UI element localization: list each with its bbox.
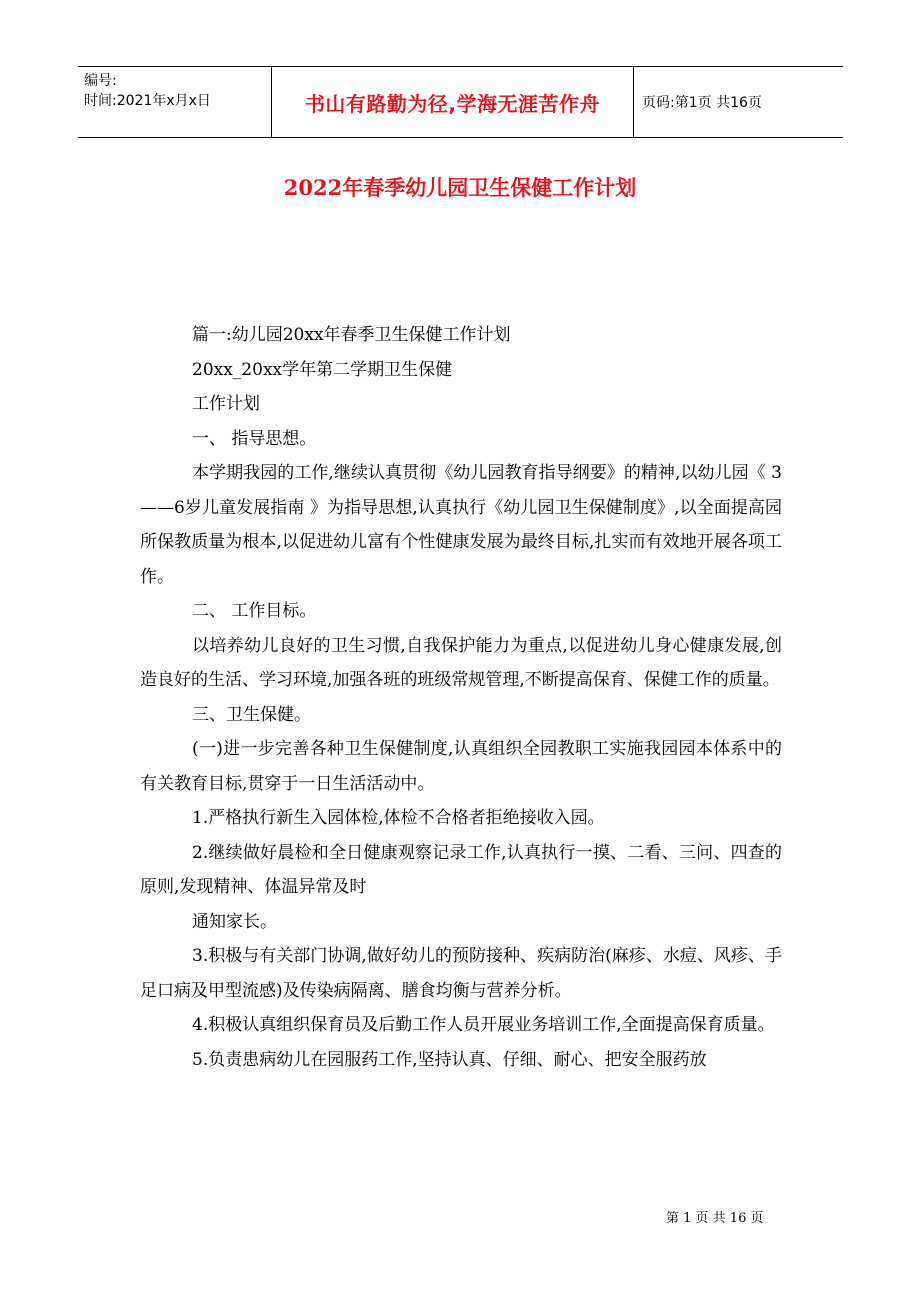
page-footer: 第 1 页 共 16 页 [666, 1211, 764, 1226]
document-time-label: 时间:2021年x月x日 [84, 93, 211, 109]
page-header [78, 66, 843, 138]
paragraph: 本学期我园的工作,继续认真贯彻《幼儿园教育指导纲要》的精神,以幼儿园《 3——6岁儿童发展指南 》为指导思想,认真执行《幼儿园卫生保健制度》,以全面提高园所保教质量为根本,以促进幼儿富有个性健康发展为最终目标,扎实而有效地开展各项工作。 [140, 463, 782, 587]
paragraph: 以培养幼儿良好的卫生习惯,自我保护能力为重点,以促进幼儿身心健康发展,创造良好的生活、学习环境,加强各班的班级常规管理,不断提高保育、保健工作的质量。 [140, 635, 782, 690]
header-motto: 书山有路勤为径,学海无涯苦作舟 [272, 67, 634, 137]
paragraph: 1.严格执行新生入园体检,体检不合格者拒绝接收入园。 [192, 808, 605, 828]
paragraph: (一)进一步完善各种卫生保健制度,认真组织全园教职工实施我园园本体系中的有关教育目标,贯穿于一日生活活动中。 [140, 739, 782, 794]
paragraph: 5.负责患病幼儿在园服药工作,坚持认真、仔细、耐心、把安全服药放 [192, 1049, 707, 1070]
paragraph: 2.继续做好晨检和全日健康观察记录工作,认真执行一摸、二看、三问、四查的原则,发现精神、体温异常及时 [140, 842, 782, 897]
paragraph: 4.积极认真组织保育员及后勤工作人员开展业务培训工作,全面提高保育质量。 [192, 1015, 775, 1035]
document-body [140, 318, 782, 1077]
paragraph: 3.积极与有关部门协调,做好幼儿的预防接种、疾病防治(麻疹、水痘、风疹、手足口病及甲型流感)及传染病隔离、膳食均衡与营养分析。 [140, 946, 782, 1001]
section-heading: 一、 指导思想。 [192, 428, 317, 449]
paragraph: 工作计划 [192, 394, 260, 414]
paragraph: 20xx_20xx学年第二学期卫生保健 [192, 359, 453, 380]
header-meta [78, 67, 272, 137]
section-heading: 二、 工作目标。 [192, 601, 317, 621]
paragraph: 通知家长。 [192, 911, 277, 932]
header-page-label: 页码:第1页 共16页 [642, 95, 762, 111]
paragraph: 篇一:幼儿园20xx年春季卫生保健工作计划 [192, 325, 511, 345]
document-number-label: 编号: [84, 73, 117, 89]
document-title: 2022年春季幼儿园卫生保健工作计划 [283, 175, 637, 200]
section-heading: 三、卫生保健。 [192, 704, 311, 725]
